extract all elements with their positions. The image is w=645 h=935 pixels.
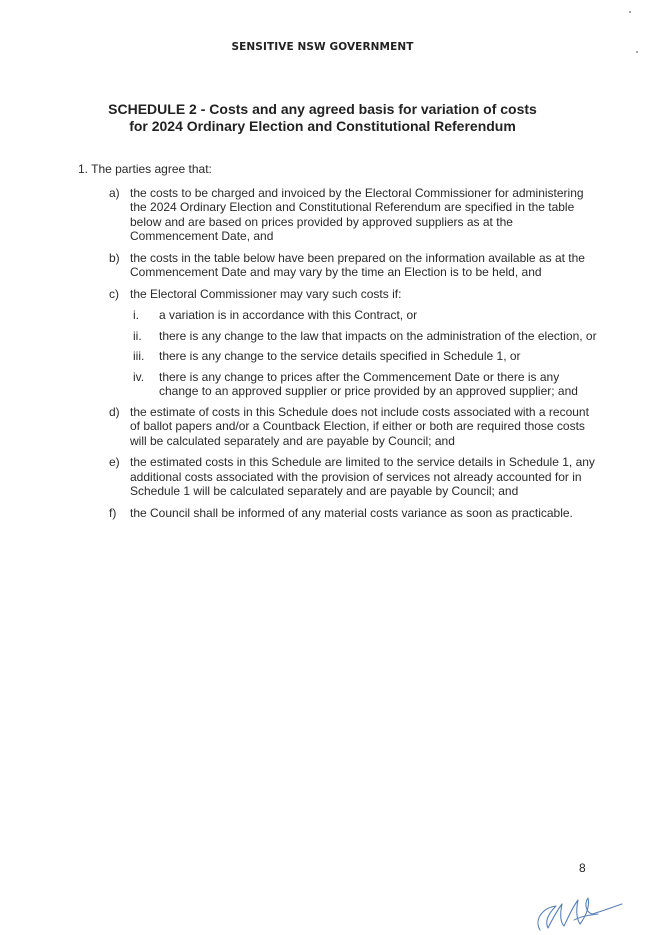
subitem-marker: ii. [133, 328, 142, 343]
subitem-text: there is any change to the law that impacts on the administration of the election, or [159, 328, 597, 343]
clause-body [78, 162, 598, 527]
subitem-iv [78, 370, 598, 399]
item-marker: f) [109, 505, 117, 520]
item-text: the costs to be charged and invoiced by the Electoral Commissioner for administering the 2024 Ordinary Election and Constitutional Referendum are specified in the table below and are based on prices provided by approved suppliers as at the Commencement Date, and [130, 185, 584, 243]
classification-header: SENSITIVE NSW GOVERNMENT [231, 41, 414, 53]
clause-item-a [78, 186, 598, 244]
clause-intro: 1. The parties agree that: [78, 162, 212, 176]
subitem-ii [78, 329, 598, 344]
page-number: 8 [579, 861, 586, 875]
clause-item-d [78, 405, 598, 449]
scan-speck [629, 11, 631, 13]
item-marker: b) [109, 250, 120, 265]
clause-item-c [78, 287, 598, 302]
subitem-marker: iii. [133, 349, 145, 363]
item-text: the estimated costs in this Schedule are limited to the service details in Schedule 1, any additional costs associated with the provision of services not already accounted for in Schedule 1 will be calculated separately and are payable by Council; and [130, 455, 595, 498]
item-marker: c) [109, 286, 119, 301]
handwritten-initials-signature [530, 890, 625, 935]
clause-item-e [78, 455, 598, 499]
item-text: the Electoral Commissioner may vary such costs if: [130, 286, 402, 301]
subitem-text: there is any change to prices after the Commencement Date or there is any change to an approved supplier or price provided by an approved supplier; and [159, 369, 578, 398]
item-text: the estimate of costs in this Schedule does not include costs associated with a recount of ballot papers and/or a Countback Election, if either or both are required those costs will be calculated separately and are payable by Council; and [130, 404, 589, 448]
subitem-marker: i. [133, 308, 139, 322]
item-marker: e) [109, 455, 120, 469]
clause-item-f [78, 506, 598, 521]
item-marker: a) [109, 185, 120, 200]
schedule-title [0, 101, 645, 135]
subitem-text: there is any change to the service details specified in Schedule 1, or [159, 349, 521, 363]
item-marker: d) [109, 404, 120, 419]
item-text: the Council shall be informed of any material costs variance as soon as practicable. [130, 505, 573, 520]
item-text: the costs in the table below have been prepared on the information available as at the Commencement Date and may vary by the time an Election is to be held, and [130, 250, 585, 279]
schedule-title-line-1: SCHEDULE 2 - Costs and any agreed basis for variation of costs [108, 101, 537, 117]
subitem-iii [78, 349, 598, 364]
clause-c-subitems [78, 308, 598, 399]
clause-item-b [78, 251, 598, 280]
subitem-text: a variation is in accordance with this Contract, or [159, 308, 418, 322]
subitem-marker: iv. [133, 369, 145, 384]
subitem-i [78, 308, 598, 323]
schedule-title-line-2: for 2024 Ordinary Election and Constitutional Referendum [129, 118, 516, 134]
